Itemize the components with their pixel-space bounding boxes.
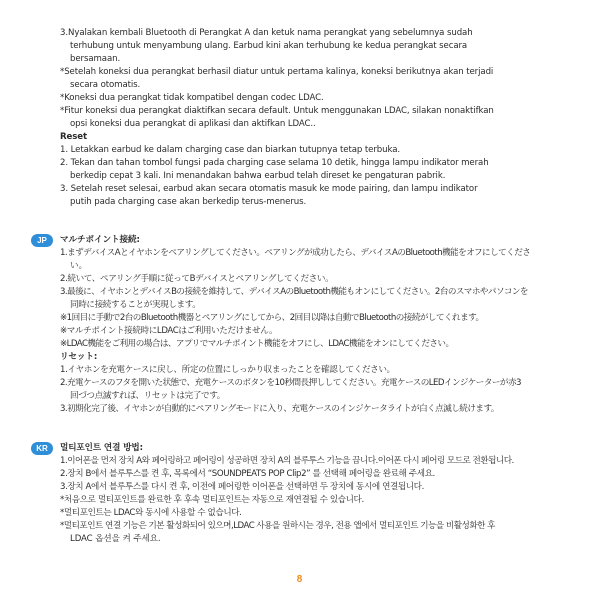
text-line: 回づつ点滅すれば、リセットは完了です。 [70, 391, 225, 401]
reset-heading: Reset [60, 132, 87, 142]
text-line: 2. Tekan dan tahan tombol fungsi pada charging case selama 10 detik, hingga lampu indikator merah [60, 158, 489, 168]
text-line: 1. Letakkan earbud ke dalam charging case dan biarkan tutupnya tetap terbuka. [60, 145, 400, 155]
text-line: *멀티포인트 연결 기능은 기본 활성화되어 있으며,LDAC 사용을 원하시는 경우, 전용 앱에서 멀티포인트 기능을 비활성화한 후 [60, 521, 495, 531]
japanese-section [60, 234, 570, 416]
text-line: ※LDAC機能をご利用の場合は、アプリでマルチポイント機能をオフにし、LDAC機能をオンにしてください。 [60, 339, 454, 349]
text-line: ※マルチポイント接続時にLDACはご利用いただけません。 [60, 326, 278, 336]
text-line: *Fitur koneksi dua perangkat diaktifkan secara default. Untuk menggunakan LDAC, silakan nonaktifkan [60, 106, 494, 116]
korean-section [60, 442, 570, 546]
text-line: *Setelah koneksi dua perangkat berhasil diatur untuk pertama kalinya, koneksi berikutnya akan terjadi [60, 67, 494, 77]
text-line: *처음으로 멀티포인트를 완료한 후 후속 멀티포인트는 자동으로 재연결될 수 있습니다. [60, 495, 364, 505]
multipoint-heading: 멀티포인트 연결 방법: [60, 443, 143, 453]
text-line: 3.初期化完了後、イヤホンが自動的にペアリングモードに入り、充電ケースのインジケータライトが白く点滅し続けます。 [60, 404, 499, 414]
reset-heading: リセット: [60, 352, 98, 362]
text-line: 2.장치 B에서 블루투스를 켠 후, 목록에서 “SOUNDPEATS POP Clip2” 를 선택해 페어링을 완료해 주세요. [60, 469, 435, 479]
text-line: 3. Setelah reset selesai, earbud akan secara otomatis masuk ke mode pairing, dan lampu indikator [60, 184, 478, 194]
text-line: 2.続いて、ペアリング手順に従ってBデバイスとペアリングしてください。 [60, 274, 334, 284]
text-line: ※1回目に手動で2台のBluetooth機器とペアリングにしてから、2回目以降は自動でBluetoothの接続がしてくれます。 [60, 313, 484, 323]
text-line: い。 [70, 261, 87, 271]
text-line: opsi koneksi dua perangkat di aplikasi dan aktifkan LDAC.. [70, 119, 316, 129]
text-line: secara otomatis. [70, 80, 141, 90]
text-line: 1.이어폰을 먼저 장치 A와 페어링하고 페어링이 성공하면 장치 A의 블루투스 기능을 끕니다.이어폰 다시 페어링 모드로 전환됩니다. [60, 456, 514, 466]
text-line: 3.장치 A에서 블루투스를 다시 켠 후, 이전에 페어링한 이어폰을 선택하면 두 장치에 동시에 연결됩니다. [60, 482, 424, 492]
text-line: 1.イヤホンを充電ケースに戻し、所定の位置にしっかり収まったことを確認してください。 [60, 365, 395, 375]
page-number: 8 [296, 574, 303, 585]
text-line: putih pada charging case akan berkedip terus-menerus. [70, 197, 307, 207]
text-line: bersamaan. [70, 54, 121, 64]
text-line: 2.充電ケースのフタを開いた状態で、充電ケースのボタンを10秒間長押ししてください。充電ケースのLEDインジケーターが赤3 [60, 378, 521, 388]
text-line: 3.Nyalakan kembali Bluetooth di Perangkat A dan ketuk nama perangkat yang sebelumnya sudah [60, 28, 473, 38]
text-line: 1.まずデバイスAとイヤホンをペアリングしてください。ペアリングが成功したら、デバイスAのBluetooth機能をオフにしてくださ [60, 248, 531, 258]
text-line: berkedip cepat 3 kali. Ini menandakan bahwa earbud telah direset ke pengaturan pabrik. [70, 171, 446, 181]
text-line: 同時に接続することが実現します。 [70, 300, 201, 310]
indonesian-section [60, 27, 570, 209]
text-line: terhubung untuk menyambung ulang. Earbud kini akan terhubung ke kedua perangkat secara [70, 41, 468, 51]
jp-language-badge: JP [31, 234, 53, 247]
multipoint-heading: マルチポイント接続: [60, 235, 140, 245]
text-line: *멀티포인트는 LDAC와 동시에 사용할 수 없습니다. [60, 508, 242, 518]
kr-language-badge: KR [31, 442, 53, 455]
text-line: LDAC 옵션을 켜 주세요. [70, 534, 161, 544]
text-line: *Koneksi dua perangkat tidak kompatibel dengan codec LDAC. [60, 93, 324, 103]
text-line: 3.最後に、イヤホンとデバイスBの接続を維持して、デバイスAのBluetooth機能もオンにしてください。2台のスマホやパソコンを [60, 287, 528, 297]
